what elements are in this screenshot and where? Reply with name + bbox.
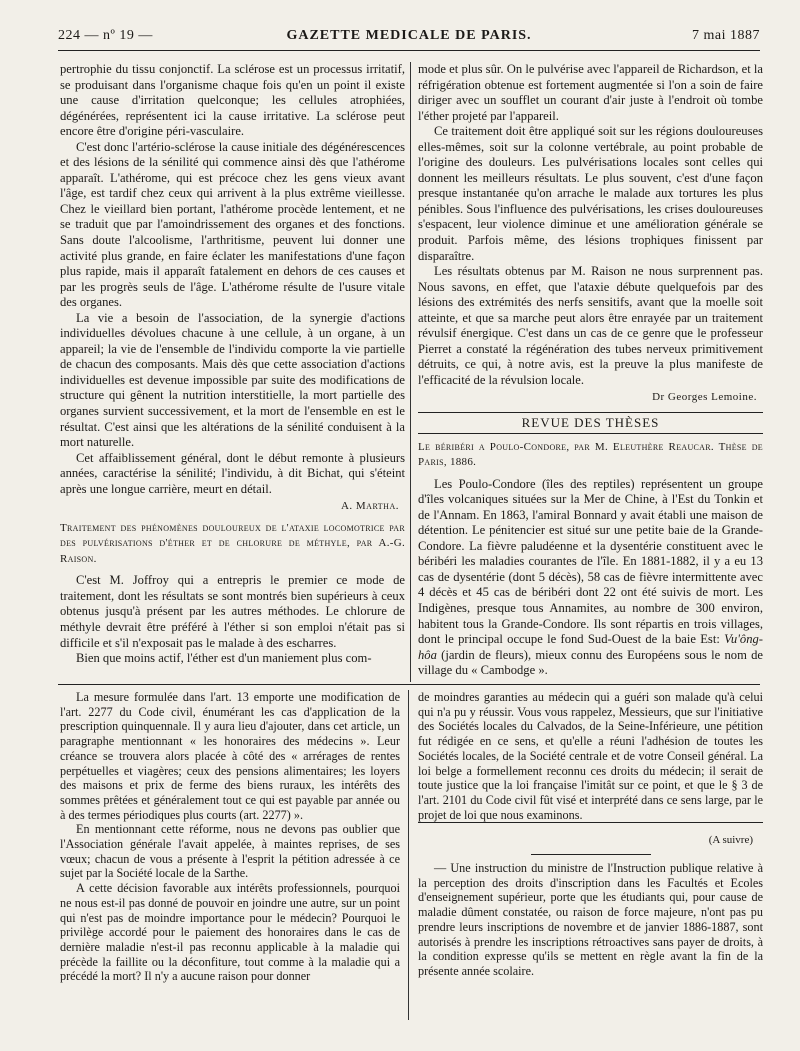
left-column — [60, 62, 405, 667]
paragraph: pertrophie du tissu conjonctif. La sclérose est un processus irritatif, se produisant dans l'organisme chaque fois qu'en un point il existe une cause d'irritation quelconque; les cellules atrophiées, dégénérées, représentent ici la cause irritative. La sclérose peut encore être d'origine péri-vasculaire. — [60, 62, 405, 139]
column-divider — [408, 690, 409, 1020]
paragraph-text: Les Poulo-Condore (îles des reptiles) représentent un groupe d'îles volcaniques situées sur la Mer de Chine, à l'Est du Tonkin et de l'Annam. En 1863, l'amiral Bonnard y avait établi une maison de détention. Le pénitencier est situé sur une petite baie de la Grande-Condore. La fièvre paludéenne et la dysentérie constituent avec le béribéri les maladies courantes de l'île. En 1881-1882, il y a eu 13 cas de dysentérie (dont 5 décès), 58 cas de fièvre intermittente avec 4 décès et 45 cas de béribéri dont 22 ont été suivis de mort. Les Indigènes, presque tous Annamites, au nombre de 300 environ, habitent tous la Grande-Condore. Ils sont répartis en trois villages, dont le principal occupe le fond Sud-Ouest de la baie Est: — [418, 476, 763, 647]
section-rule — [418, 412, 763, 413]
paragraph — [418, 477, 763, 679]
section-title: REVUE DES THÈSES — [521, 415, 660, 431]
issue-date: 7 mai 1887 — [692, 28, 760, 43]
paragraph: C'est M. Joffroy qui a entrepris le premier ce mode de traitement, dont les résultats se sont montrés bien supérieurs à ceux obtenus jusqu'à présent par les autres méthodes. Le chlorure de méthyle devrait être préféré à l'éther si son emploi n'était pas si difficile et s'il n'exposait pas le malade à des escharres. — [60, 573, 405, 650]
author-signature: Dr Georges Lemoine. — [652, 391, 757, 404]
bottom-right-column — [418, 690, 763, 979]
paragraph: Les résultats obtenus par M. Raison ne nous surprennent pas. Nous savons, en effet, que l'ataxie débute quelquefois par des lésions des extrémités des nerfs sensitifs, avant que la moelle soit atteinte, et que sa marche peut alors être enrayée par un traitement révulsif énergique. C'est dans un cas de ce genre que le professeur Pierret a constaté la régénération des tubes nerveux primitivement détruits, ce qui, à notre avis, est la preuve la plus manifeste de l'efficacité de la révulsion locale. — [418, 264, 763, 387]
author-signature: A. Martha. — [340, 500, 399, 513]
header-rule — [58, 50, 760, 51]
paragraph: — Une instruction du ministre de l'Instruction publique relative à la perception des droits d'inscription dans les Facultés et Ecoles d'enseignement supérieur, porte que les étudiants qui, pour cause de maladie dûment constatée, ou raison de force majeure, n'ont pas pu prendre leurs inscriptions de novembre et de janvier 1886-1887, sont autorisés à prendre les inscriptions rétroactives sans payer de droits, à la condition expresse qu'ils se mettent en règle avant la fin de la présente année scolaire. — [418, 861, 763, 978]
paragraph: Bien que moins actif, l'éther est d'un maniement plus com- — [76, 651, 372, 666]
page-header — [58, 28, 760, 50]
continued-note: (A suivre) — [708, 834, 753, 847]
thesis-heading: Le béribéri a Poulo-Condore, par M. Eleuthère Reaucar. Thèse de Paris, 1886. — [418, 440, 763, 469]
rule — [418, 822, 763, 823]
journal-title: GAZETTE MEDICALE DE PARIS. — [286, 28, 532, 43]
paragraph: Cet affaiblissement général, dont le début remonte à plusieurs années, caractérise la sénilité; l'individu, à dit Bichat, qui s'éteint après une longue carrière, meurt en détail. — [60, 450, 405, 496]
page-divider — [58, 684, 760, 685]
paragraph: La mesure formulée dans l'art. 13 emporte une modification de l'art. 2277 du Code civil, énumérant les cas d'application de la prescription quinquennale. Il y aura lieu d'ajouter, dans cet article, un paragraphe mentionnant « les honoraires des médecins ». Leur créance se trouvera alors placée à côté des « arrérages de rentes perpétuelles et viagères; ceux des pensions alimentaires; les loyers des maisons et prix de ferme des biens ruraux, les intérêts des sommes prêtées et généralement tout ce qui est payable par année ou à des termes périodiques plus courts (art. 2277) ». — [60, 690, 400, 822]
place-name: Vu'ông-hôa — [418, 632, 763, 662]
paragraph: mode et plus sûr. On le pulvérise avec l'appareil de Richardson, et la réfrigération obtenue est fortement augmentée si l'on a soin de faire diriger avec un soufflet un courant d'air juste à l'endroit où tombe l'éther projeté par l'appareil. — [418, 62, 763, 123]
paragraph: C'est donc l'artério-sclérose la cause initiale des dégénérescences et des lésions de la sénilité qui commence ainsi dès que l'athérome apparaît. L'athérome, qui est précoce chez les gens vieux avant l'âge, est tardif chez ceux qui arrivent à la plus extrême vieillesse. Chez le vieillard bien portant, l'athérome procède lentement, et ne se traduit que par l'amoindrissement des organes et des fonctions. Sans doute l'alcoolisme, l'arthritisme, peuvent lui donner une activité plus grande, en faire éclater les manifestations d'une façon plus rapide, mais il apparaît fatalement en dehors de ces causes et par les progrès seuls de l'âge. L'athérome résulte de l'usure vitale des organes. — [60, 139, 405, 310]
paragraph: Ce traitement doit être appliqué soit sur les régions douloureuses elles-mêmes, soit sur la colonne vertébrale, au point probable de l'origine des douleurs. Les pulvérisations locales sont celles qui donnent les meilleurs résultats. Le plus souvent, c'est d'une façon presque instantanée qu'on arrache le malade aux tortures les plus pénibles. Sous l'influence des pulvérisations, les crises douloureuses s'espacent, leur violence diminue et une amélioration générale se produit. Parfois même, des lésions trophiques finissent par disparaître. — [418, 124, 763, 263]
article-heading: Traitement des phénomènes douloureux de l'ataxie locomotrice par des pulvérisations d'éther et de chlorure de méthyle, par A.-G. Raison. — [60, 521, 405, 565]
paragraph: de moindres garanties au médecin qui a guéri son malade qu'à celui qui n'a pu y réussir. Vous vous rappelez, Messieurs, que sur l'initiative des Sociétés locales du Calvados, de la Seine-Inférieure, une pétition fut rédigée en ce sens, et qu'elle a réuni l'adhésion de toutes les Sociétés locales, de la Société centrale et de votre Conseil général. La loi belge a formellement reconnu ces droits du médecin; il serait de toute justice que la loi française l'imitât sur ce point, et que le § 3 de l'art. 2101 du Code civil fût visé et interprété dans ce sens large, par le projet de loi que nous examinons. — [418, 690, 763, 822]
column-divider — [410, 62, 411, 682]
paragraph-text: (jardin de fleurs), mieux connu des Européens sous le nom de village du « Cambodge ». — [418, 647, 763, 678]
rule — [531, 854, 651, 855]
paragraph: A cette décision favorable aux intérêts professionnels, pourquoi ne nous est-il pas donné de pouvoir en joindre une autre, sur un point qui n'est pas de moindre importance pour le médecin? Pourquoi le privilège accordé pour le paiement des honoraires dans le cas de dernière maladie n'est-il pas reconnu applicable à la maladie qui précède la faillite ou la déconfiture, tout comme à la maladie qui a précédé la mort? Il n'y a aucune raison pour donner — [60, 881, 400, 984]
right-column — [418, 62, 763, 679]
paragraph: La vie a besoin de l'association, de la synergie d'actions individuelles dévolues chacune à une cellule, à un organe, à un appareil; la vie de l'ensemble de l'individu comporte la vie partielle de chacun des composants. Mais dès que cette association d'actions individuelles est devenue impossible par suite des modifications de structure qui gênent la nutrition interstitielle, la mort partielle des organes survient successivement, et la mort de l'ensemble en est le résultat. C'est ainsi que les altérations de la sénilité conduisent à la mort naturelle. — [60, 310, 405, 450]
section-rule — [418, 433, 763, 434]
paragraph: En mentionnant cette réforme, nous ne devons pas oublier que l'Association générale l'avait appelée, à maintes reprises, de ses vœux; chacun de vous a présente à l'esprit la pétition adressée à ce sujet par la Société locale de la Sarthe. — [60, 822, 400, 881]
page-number: 224 — nº 19 — — [58, 28, 153, 43]
bottom-left-column — [60, 690, 400, 984]
